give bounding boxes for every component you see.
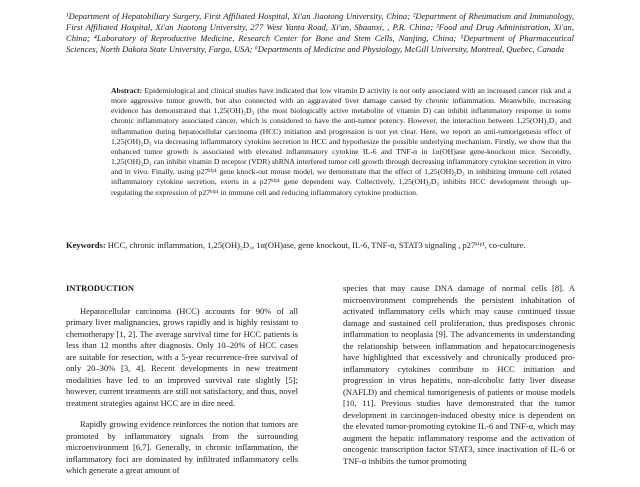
section-heading-introduction: INTRODUCTION [66, 283, 135, 293]
keywords-label: Keywords: [66, 240, 106, 250]
affiliations: ¹Department of Hepatobiliary Surgery, First Affiliated Hospital, Xi'an Jiaotong University, China; ²Department of Rheumatism and Immunology, First Affiliated Hospital, Xi'an Jiaotong University, 277 West Yanta Road, Xi'an, Shaanxi, , P.R. China; ³Food and Drug Administration, Xi'an, China; ⁴Laboratory of Reproductive Medicine, Research Center for Bone and Stem Cells, Nanjing, China; ⁵Department of Pharmaceutical Sciences, North Dakota State University, Fargo, USA; ⁶Departments of Medicine and Physiology, McGill University, Montreal, Quebec, Canada [66, 11, 574, 54]
intro-paragraph-1: Hepatocellular carcinoma (HCC) accounts for 90% of all primary liver malignancies, grows rapidly and is highly resistant to chemotherapy [1, 2]. The average survival time for HCC patients is less than 12 months after diagnosis. Only 10–20% of HCC cases are suitable for resection, with a 5-year recurrence-free survival of only 20–30% [3, 4]. Recent developments in new treatment modalities have led to an improved survival rate slightly [5]; however, current treatments are still not satisfactory, and thus, novel treatment strategies against HCC are in dire need. [66, 305, 298, 408]
intro-paragraph-2: Rapidly growing evidence reinforces the notion that tumors are promoted by inflammatory signals from the surrounding microenvironment [6,7]. Generally, in chronic inflammation, the inflammatory foci are dominated by infiltrated inflammatory cells which generate a great amount of [66, 419, 298, 475]
intro-paragraph-continued: species that may cause DNA damage of normal cells [8]. A microenvironment comprehends the persistent inhabitation of activated inflammatory cells which may cause continued tissue damage and sustained cell proliferation, thus predisposes chronic inflammation to neoplasia [9]. The advancements in understanding the relationship between inflammation and hepatocarcinogenesis have highlighted that excessively and chronically produced pro-inflammatory cytokines contribute to HCC initiation and progression in virus hepatitis, non-alcoholic fatty liver disease (NAFLD) and chemical tumorigenesis of patients or mouse models [10, 11]. Previous studies have demonstrated that the tumor development in carcinogen-induced obesity mice is dependent on the elevated tumor-promoting cytokine IL-6 and TNF-α, which may augment the hepatic inflammatory response and the activation of oncogenic transcription factor STAT3, since inactivation of IL-6 or TNF-α inhibits the tumor promoting [343, 283, 575, 466]
abstract [111, 86, 571, 198]
abstract-label: Abstract: [111, 86, 143, 95]
right-column [343, 283, 575, 477]
keywords-text: HCC, chronic inflammation, 1,25(OH)₂D₃, 1α(OH)ase, gene knockout, IL-6, TNF-α, STAT3 signaling , p27ᵏⁱᵖ¹, co-culture. [107, 240, 526, 250]
left-column [66, 283, 298, 487]
abstract-text: Epidemiological and clinical studies have indicated that low vitamin D activity is not only associated with an increased cancer risk and a more aggressive tumor growth, but also connected with an aggravated liver damage caused by chronic inflammation. Meanwhile, increasing evidence has demonstrated that 1,25(OH)₂D₃ (the most biologically active metabolite of vitamin D) can inhibit inflammatory response in some chronic inflammatory associated cancer, which is considered to have the anti-tumor potency. However, the interaction between 1,25(OH)₂D₃ and inflammation during hepatocellular carcinoma (HCC) initiation and progression is not yet clear. Here, we report an anti-tumorigenesis effect of 1,25(OH)₂D₃ via decreasing inflammatory cytokine secretion in HCC and hypothesize the possible underlying mechanism. Firstly, we show that the enhanced tumor growth is associated with elevated inflammatory cytokine IL-6 and TNF-α in 1α(OH)ase gene-knockout mice. Secondly, 1,25(OH)₂D₃ can inhibit vitamin D receptor (VDR) shRNA interfered tumor cell growth through decreasing inflammatory cytokine secretion in vitro and in vivo. Finally, using p27ᵏⁱᵖ¹ gene knock-out mouse model, we demonstrate that the effect of 1,25(OH)₂D₃ in inhibiting immune cell related inflammatory cytokine secretion, exerts in a p27ᵏⁱᵖ¹ gene dependent way. Collectively, 1,25(OH)₂D₃ inhibits HCC development through up-regulating the expression of p27ᵏⁱᵖ¹ in immune cell and reducing inflammatory cytokine production. [111, 86, 572, 197]
keywords [66, 240, 575, 252]
